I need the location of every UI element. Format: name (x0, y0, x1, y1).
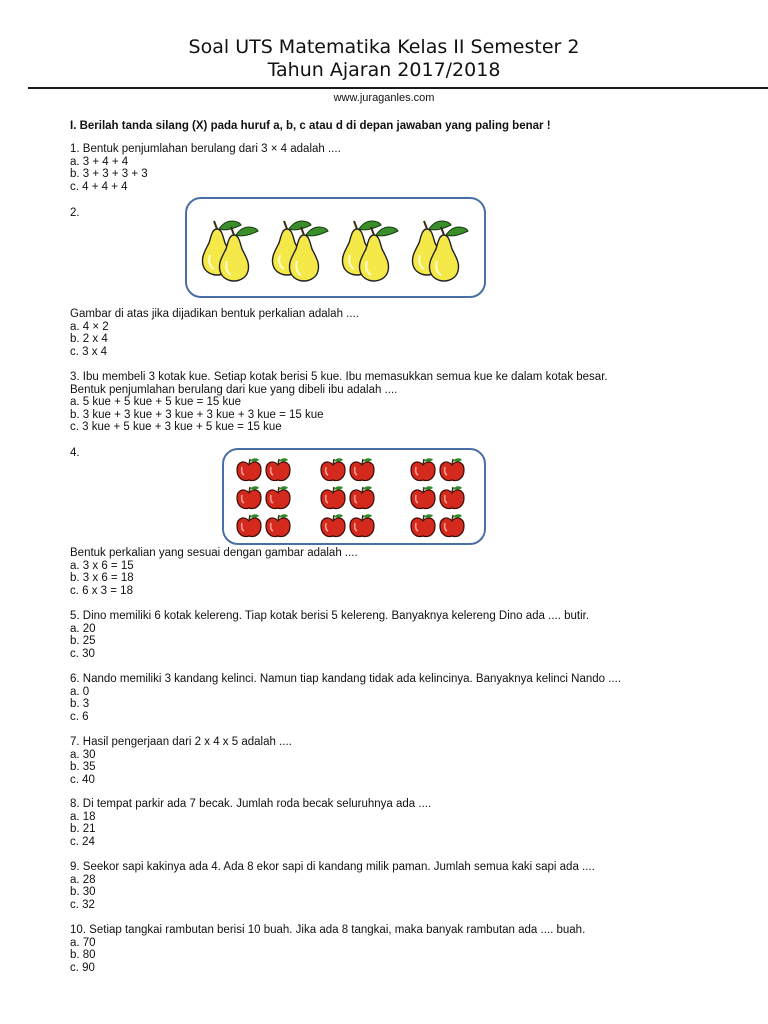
option-a[interactable]: a. 3 + 4 + 4 (70, 155, 129, 168)
question-text: 5. Dino memiliki 6 kotak kelereng. Tiap kotak berisi 5 kelereng. Banyaknya kelereng Dino ada .... butir. (70, 610, 590, 622)
option-c[interactable]: c. 24 (70, 835, 95, 848)
pear-icon (289, 227, 328, 281)
option-b[interactable]: b. 3 + 3 + 3 + 3 (70, 168, 148, 180)
apple-icon (440, 514, 464, 536)
apple-icon (237, 514, 261, 536)
question-2-number: 2. (70, 207, 80, 219)
option-b[interactable]: b. 25 (70, 635, 96, 647)
apples-image-box (222, 448, 486, 545)
question-text: 10. Setiap tangkai rambutan berisi 10 buah. Jika ada 8 tangkai, maka banyak rambutan ada .... buah. (70, 924, 586, 936)
question-text-2: Bentuk penjumlahan berulang dari kue yang dibeli ibu adalah .... (70, 383, 398, 396)
question-text: 6. Nando memiliki 3 kandang kelinci. Namun tiap kandang tidak ada kelincinya. Banyaknya kelinci Nando .... (70, 673, 622, 685)
question-4 (70, 547, 358, 597)
apple-icon (237, 458, 261, 480)
question-text: 3. Ibu membeli 3 kotak kue. Setiap kotak berisi 5 kue. Ibu memasukkan semua kue ke dalam kotak besar. (70, 371, 608, 383)
option-c[interactable]: c. 6 (70, 710, 89, 723)
apple-icon (350, 486, 374, 508)
apple-icon (321, 514, 345, 536)
pear-icon (429, 227, 468, 281)
option-a[interactable]: a. 70 (70, 936, 96, 949)
option-a[interactable]: a. 4 × 2 (70, 320, 109, 333)
option-c[interactable]: c. 90 (70, 961, 95, 974)
apple-icon (440, 458, 464, 480)
apple-icon (266, 514, 290, 536)
option-b[interactable]: b. 80 (70, 949, 96, 961)
question-2 (70, 308, 359, 358)
apple-icon (321, 458, 345, 480)
apple-icon (411, 458, 435, 480)
apple-icon (350, 458, 374, 480)
question-10 (70, 924, 585, 974)
pear-icon (359, 227, 398, 281)
page-title: Soal UTS Matematika Kelas II Semester 2 (188, 36, 580, 58)
question-7 (70, 736, 292, 786)
question-5 (70, 610, 589, 660)
page-subtitle: Tahun Ajaran 2017/2018 (267, 59, 501, 81)
question-6 (70, 673, 621, 723)
apple-icon (350, 514, 374, 536)
option-c[interactable]: c. 3 x 4 (70, 345, 108, 358)
header-divider (28, 87, 768, 89)
apple-icon (411, 514, 435, 536)
option-b[interactable]: b. 30 (70, 886, 96, 898)
website-link[interactable]: www.juraganles.com (333, 92, 435, 104)
option-a[interactable]: a. 28 (70, 873, 96, 886)
option-a[interactable]: a. 20 (70, 622, 96, 635)
apple-icon (321, 486, 345, 508)
option-b[interactable]: b. 3 x 6 = 18 (70, 572, 134, 584)
apple-icon (266, 486, 290, 508)
question-text: Gambar di atas jika dijadikan bentuk perkalian adalah .... (70, 308, 359, 320)
option-a[interactable]: a. 30 (70, 748, 96, 761)
question-4-number: 4. (70, 447, 80, 459)
option-c[interactable]: c. 4 + 4 + 4 (70, 180, 128, 193)
option-a[interactable]: a. 18 (70, 810, 96, 823)
option-a[interactable]: a. 5 kue + 5 kue + 5 kue = 15 kue (70, 396, 242, 408)
option-a[interactable]: a. 0 (70, 685, 90, 698)
option-c[interactable]: c. 3 kue + 5 kue + 3 kue + 5 kue = 15 kue (70, 421, 282, 433)
option-c[interactable]: c. 32 (70, 898, 95, 911)
pears-image-box (185, 197, 486, 298)
apple-icon (237, 486, 261, 508)
question-text: 7. Hasil pengerjaan dari 2 x 4 x 5 adalah .... (70, 736, 292, 748)
option-b[interactable]: b. 21 (70, 823, 96, 835)
question-3 (70, 371, 608, 434)
option-c[interactable]: c. 30 (70, 647, 95, 660)
apple-icon (266, 458, 290, 480)
option-b[interactable]: b. 2 x 4 (70, 333, 108, 345)
apple-icon-group (224, 450, 483, 542)
option-b[interactable]: b. 3 (70, 698, 90, 710)
apple-icon (440, 486, 464, 508)
instruction-text: I. Berilah tanda silang (X) pada huruf a, b, c atau d di depan jawaban yang paling benar ! (70, 120, 551, 132)
option-b[interactable]: b. 3 kue + 3 kue + 3 kue + 3 kue + 3 kue = 15 kue (70, 408, 324, 421)
option-c[interactable]: c. 6 x 3 = 18 (70, 584, 133, 597)
question-9 (70, 861, 595, 911)
question-8 (70, 798, 431, 848)
pear-icon (219, 227, 258, 281)
question-text: 1. Bentuk penjumlahan berulang dari 3 × 4 adalah .... (70, 143, 341, 155)
question-1 (70, 143, 341, 193)
question-text: 9. Seekor sapi kakinya ada 4. Ada 8 ekor sapi di kandang milik paman. Jumlah semua kaki sapi ada .... (70, 861, 595, 873)
pear-icon-group (187, 199, 483, 295)
apple-icon (411, 486, 435, 508)
option-c[interactable]: c. 40 (70, 773, 95, 786)
option-b[interactable]: b. 35 (70, 761, 96, 773)
option-a[interactable]: a. 3 x 6 = 15 (70, 559, 134, 572)
question-text: 8. Di tempat parkir ada 7 becak. Jumlah roda becak seluruhnya ada .... (70, 798, 432, 810)
question-text: Bentuk perkalian yang sesuai dengan gambar adalah .... (70, 547, 358, 559)
